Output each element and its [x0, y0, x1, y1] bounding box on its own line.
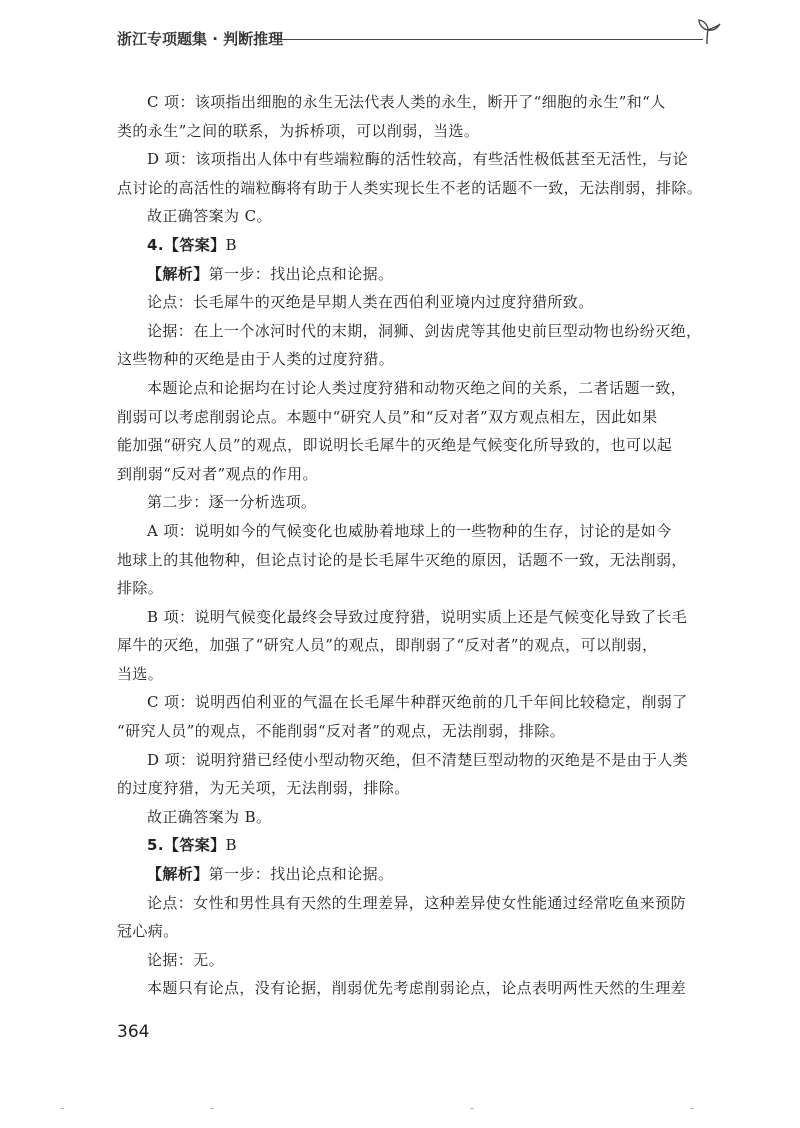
text-line: [117, 403, 711, 432]
line-text: 到削弱“反对者”观点的作用。: [117, 464, 318, 483]
text-line: [117, 88, 711, 117]
text-line: [117, 717, 711, 746]
line-text: 论据：无。: [147, 950, 225, 969]
section-tag: 【解析】: [147, 264, 209, 283]
text-line: [117, 460, 711, 489]
text-line: [117, 174, 711, 203]
text-line: [117, 688, 711, 717]
line-text: 论点：长毛犀牛的灭绝是早期人类在西伯利亚境内过度狩猎所致。: [147, 293, 594, 312]
line-text: 的过度狩猎，为无关项，无法削弱，排除。: [117, 779, 410, 798]
line-text: B: [225, 836, 237, 855]
text-line: [117, 631, 711, 660]
text-line: [117, 546, 711, 575]
text-line: [117, 917, 711, 946]
line-text: 故正确答案为 B。: [147, 807, 272, 826]
line-text: D 项：说明狩猎已经使小型动物灭绝，但不清楚巨型动物的灭绝是不是由于人类: [147, 750, 689, 769]
line-text: “研究人员”的观点，不能削弱“反对者”的观点，无法削弱，排除。: [117, 722, 566, 741]
line-text: 削弱可以考虑削弱论点。本题中“研究人员”和“反对者”双方观点相左，因此如果: [117, 407, 658, 426]
line-text: 当选。: [117, 664, 164, 683]
text-line: [117, 603, 711, 632]
line-text: A 项：说明如今的气候变化也威胁着地球上的一些物种的生存，讨论的是如今: [147, 521, 672, 540]
text-line: [117, 117, 711, 146]
text-line: [117, 774, 711, 803]
text-line: [117, 746, 711, 775]
scan-artifact: [690, 1108, 694, 1109]
text-line: [117, 374, 711, 403]
text-line: [117, 831, 711, 860]
header-rule: [275, 39, 703, 40]
line-text: D 项：该项指出人体中有些端粒酶的活性较高，有些活性极低甚至无活性，与论: [147, 150, 689, 169]
line-text: 第二步：逐一分析选项。: [147, 493, 317, 512]
line-text: 这些物种的灭绝是由于人类的过度狩猎。: [117, 350, 395, 369]
line-text: C 项：该项指出细胞的永生无法代表人类的永生，断开了“细胞的永生”和“人: [147, 93, 666, 111]
line-text: 第一步：找出论点和论据。: [208, 264, 394, 283]
line-text: 犀牛的灭绝，加强了“研究人员”的观点，即削弱了“反对者”的观点，可以削弱，: [117, 636, 658, 655]
line-text: 排除。: [117, 579, 164, 598]
text-line: [117, 974, 711, 1003]
line-text: 论点：女性和男性具有天然的生理差异，这种差异使女性能通过经常吃鱼来预防: [147, 893, 687, 912]
line-text: 地球上的其他物种，但论点讨论的是长毛犀牛灭绝的原因，话题不一致，无法削弱，: [117, 550, 687, 569]
line-text: B 项：说明气候变化最终会导致过度狩猎，说明实质上还是气候变化导致了长毛: [147, 607, 688, 626]
text-line: [117, 889, 711, 918]
section-tag: 【解析】: [147, 865, 209, 884]
line-text: 故正确答案为 C。: [147, 207, 272, 226]
text-line: [117, 231, 711, 260]
line-text: 本题论点和论据均在讨论人类过度狩猎和动物灭绝之间的关系，二者话题一致，: [147, 378, 687, 397]
text-line: [117, 860, 711, 889]
text-line: [117, 260, 711, 289]
text-line: [117, 488, 711, 517]
line-text: 能加强“研究人员”的观点，即说明长毛犀牛的灭绝是气候变化所导致的，也可以起: [117, 436, 673, 455]
section-tag: 4.【答案】: [147, 235, 226, 254]
line-text: C 项：说明西伯利亚的气温在长毛犀牛种群灭绝前的几千年间比较稳定，削弱了: [147, 693, 688, 712]
text-line: [117, 803, 711, 832]
line-text: 本题只有论点，没有论据，削弱优先考虑削弱论点，论点表明两性天然的生理差: [147, 979, 687, 998]
scan-artifact: [60, 1108, 64, 1109]
line-text: 论据：在上一个冰河时代的末期，洞狮、剑齿虎等其他史前巨型动物也纷纷灭绝，: [147, 321, 702, 340]
text-line: [117, 202, 711, 231]
answer-explanation-text: [117, 88, 711, 1003]
text-line: [117, 145, 711, 174]
text-line: [117, 517, 711, 546]
page-number: 364: [117, 1022, 150, 1042]
line-text: 第一步：找出论点和论据。: [208, 865, 394, 884]
header-title: 浙江专项题集 · 判断推理: [117, 30, 284, 48]
text-line: [117, 574, 711, 603]
text-line: [117, 345, 711, 374]
scan-artifact: [210, 1108, 214, 1109]
text-line: [117, 288, 711, 317]
line-text: 类的永生”之间的联系，为拆桥项，可以削弱，当选。: [117, 121, 480, 140]
section-tag: 5.【答案】: [147, 836, 226, 855]
text-line: [117, 317, 711, 346]
sprout-icon: [693, 16, 723, 46]
scan-artifact: [470, 1108, 474, 1109]
text-line: [117, 660, 711, 689]
text-line: [117, 431, 711, 460]
line-text: 点讨论的高活性的端粒酶将有助于人类实现长生不老的话题不一致，无法削弱，排除。: [117, 178, 703, 197]
line-text: B: [225, 235, 237, 254]
line-text: 冠心病。: [117, 922, 179, 941]
text-line: [117, 946, 711, 975]
running-header: [117, 26, 717, 56]
